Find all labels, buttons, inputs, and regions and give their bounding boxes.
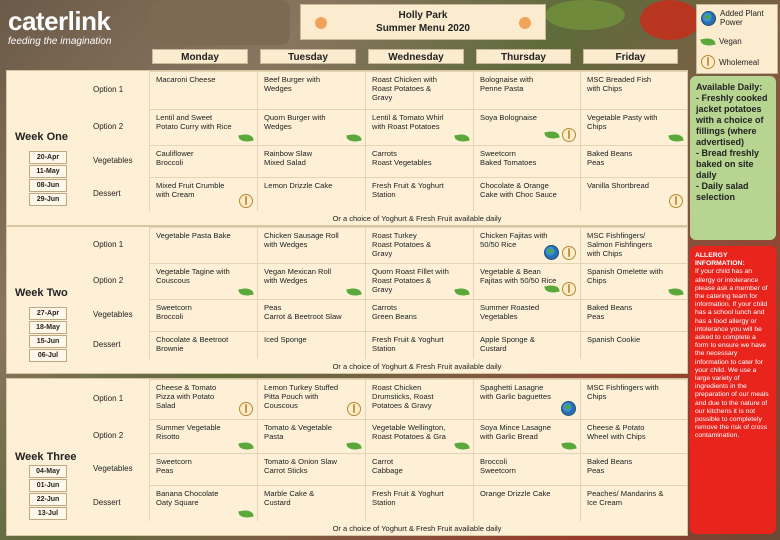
legend-vegan-label: Vegan	[719, 37, 742, 46]
caterlink-logo	[8, 8, 138, 58]
menu-item-text: Tomato & Onion Slaw Carrot Sticks	[264, 457, 338, 475]
menu-item	[365, 177, 473, 211]
globe-icon	[544, 245, 559, 260]
menu-item-text: Baked Beans Peas	[587, 457, 633, 475]
menu-item	[473, 109, 580, 145]
allergy-heading: ALLERGY INFORMATION:	[695, 252, 745, 268]
menu-item-text: Sweetcorn Broccoli	[156, 303, 192, 321]
menu-item	[257, 453, 365, 485]
day-header-thursday: Thursday	[476, 49, 571, 64]
menu-item-text: Broccoli Sweetcorn	[480, 457, 516, 475]
wheat-icon	[562, 246, 576, 260]
menu-item-text: Mixed Fruit Crumble with Cream	[156, 181, 225, 199]
menu-item	[580, 109, 687, 145]
menu-item	[473, 419, 580, 453]
week-name: Week One	[15, 131, 68, 143]
menu-item	[365, 71, 473, 109]
menu-item-text: Lentil and Sweet Potato Curry with Rice	[156, 113, 232, 131]
menu-item-text: Macaroni Cheese	[156, 75, 216, 84]
menu-item-text: Spanish Omelette with Chips	[587, 267, 663, 285]
row-label: Option 1	[93, 394, 124, 403]
leaf-icon	[668, 287, 683, 298]
orange-icon	[519, 17, 531, 29]
week-date: 27-Apr	[29, 307, 67, 320]
row-label: Vegetables	[93, 156, 133, 165]
menu-item	[473, 227, 580, 263]
menu-title-box	[300, 4, 546, 40]
menu-item	[149, 485, 257, 521]
menu-item	[473, 145, 580, 177]
row-label: Option 1	[93, 240, 124, 249]
menu-item-text: Sweetcorn Baked Tomatoes	[480, 149, 537, 167]
day-header-wednesday: Wednesday	[368, 49, 464, 64]
week-date: 18-May	[29, 321, 67, 334]
available-item: - Daily salad selection	[696, 181, 749, 202]
leaf-icon	[346, 441, 361, 452]
wheat-icon	[562, 128, 576, 142]
menu-item-text: Vegetable Tagine with Couscous	[156, 267, 230, 285]
menu-item	[149, 71, 257, 109]
menu-item-text: Carrot Cabbage	[372, 457, 403, 475]
menu-item-text: Fresh Fruit & Yoghurt Station	[372, 181, 444, 199]
menu-item-text: Vegetable Pasta Bake	[156, 231, 231, 240]
day-header-monday: Monday	[152, 49, 248, 64]
menu-item	[365, 145, 473, 177]
week-name: Week Three	[15, 451, 77, 463]
orange-icon	[315, 17, 327, 29]
menu-item	[257, 485, 365, 521]
menu-item	[365, 453, 473, 485]
wheat-icon	[347, 402, 361, 416]
menu-item	[257, 145, 365, 177]
menu-item-text: Summer Vegetable Risotto	[156, 423, 221, 441]
school-name: Holly Park	[398, 10, 448, 21]
week-date: 15-Jun	[29, 335, 67, 348]
menu-item	[149, 145, 257, 177]
menu-item	[365, 331, 473, 359]
menu-item	[257, 177, 365, 211]
row-label: Dessert	[93, 189, 121, 198]
week-footer: Or a choice of Yoghurt & Fresh Fruit available daily	[332, 214, 502, 223]
row-label: Vegetables	[93, 310, 133, 319]
menu-item-text: MSC Fishfingers with Chips	[587, 383, 659, 401]
menu-item-text: Lentil & Tomato Whirl with Roast Potatoes	[372, 113, 444, 131]
menu-item	[365, 299, 473, 331]
menu-item	[473, 379, 580, 419]
menu-item-text: Marble Cake & Custard	[264, 489, 315, 507]
menu-item	[149, 299, 257, 331]
row-label: Dessert	[93, 340, 121, 349]
week-date: 11-May	[29, 165, 67, 178]
menu-item	[580, 263, 687, 299]
leaf-icon	[346, 287, 361, 298]
globe-icon	[701, 11, 716, 26]
menu-item	[580, 453, 687, 485]
row-label: Dessert	[93, 498, 121, 507]
brand-tagline: feeding the imagination	[8, 36, 112, 47]
menu-item	[257, 227, 365, 263]
menu-item-text: Rainbow Slaw Mixed Salad	[264, 149, 313, 167]
menu-item-text: Quorn Roast Fillet with Roast Potatoes & Gravy	[372, 267, 449, 294]
menu-item-text: MSC Breaded Fish with Chips	[587, 75, 652, 93]
leaf-icon	[238, 509, 253, 520]
menu-item-text: Sweetcorn Peas	[156, 457, 192, 475]
menu-item	[580, 331, 687, 359]
menu-item	[365, 485, 473, 521]
leaf-icon	[238, 133, 253, 144]
legend-vegan	[701, 37, 742, 46]
menu-item-text: Vegetable Wellington, Roast Potatoes & Gra	[372, 423, 446, 441]
menu-item-text: Beef Burger with Wedges	[264, 75, 321, 93]
row-label: Option 2	[93, 431, 124, 440]
menu-item-text: Vanilla Shortbread	[587, 181, 649, 190]
legend-plant-label: Added Plant Power	[720, 9, 764, 27]
leaf-icon	[561, 441, 576, 452]
week-dates	[29, 465, 67, 521]
menu-item-text: Fresh Fruit & Yoghurt Station	[372, 489, 444, 507]
menu-item	[365, 263, 473, 299]
menu-item-text: Carrots Roast Vegetables	[372, 149, 432, 167]
menu-item-text: Iced Sponge	[264, 335, 307, 344]
menu-item-text: Cauliflower Broccoli	[156, 149, 194, 167]
menu-item-text: MSC Fishfingers/ Salmon Fishfingers with Chips	[587, 231, 652, 258]
menu-item-text: Peas Carrot & Beetroot Slaw	[264, 303, 342, 321]
menu-item	[473, 331, 580, 359]
menu-item-text: Chocolate & Beetroot Brownie	[156, 335, 229, 353]
menu-item	[149, 263, 257, 299]
week-panel	[6, 226, 688, 374]
menu-item-text: Peaches/ Mandarins & Ice Cream	[587, 489, 664, 507]
available-item: - Bread freshly baked on site daily	[696, 148, 760, 180]
menu-item	[365, 109, 473, 145]
week-date: 08-Jun	[29, 179, 67, 192]
leaf-icon	[668, 133, 683, 144]
leaf-icon	[454, 133, 469, 144]
menu-name: Summer Menu 2020	[376, 23, 470, 34]
globe-icon	[561, 401, 576, 416]
menu-item-text: Chicken Fajitas with 50/50 Rice	[480, 231, 548, 249]
menu-item-text: Tomato & Vegetable Pasta	[264, 423, 332, 441]
menu-item-text: Baked Beans Peas	[587, 149, 633, 167]
menu-item-text: Carrots Green Beans	[372, 303, 417, 321]
wheat-icon	[239, 402, 253, 416]
menu-item	[473, 263, 580, 299]
menu-item	[149, 227, 257, 263]
menu-item-text: Bolognaise with Penne Pasta	[480, 75, 534, 93]
menu-item-text: Quorn Burger with Wedges	[264, 113, 326, 131]
menu-item	[473, 177, 580, 211]
row-label: Option 1	[93, 85, 124, 94]
wheat-icon	[239, 194, 253, 208]
legend-plant	[701, 9, 768, 27]
menu-item-text: Spanish Cookie	[587, 335, 641, 344]
week-date: 04-May	[29, 465, 67, 478]
menu-item-text: Lemon Turkey Stuffed Pitta Pouch with Couscous	[264, 383, 339, 410]
leaf-icon	[238, 441, 253, 452]
week-date: 22-Jun	[29, 493, 67, 506]
week-dates	[29, 151, 67, 207]
menu-item	[365, 419, 473, 453]
menu-item	[257, 263, 365, 299]
week-date: 20-Apr	[29, 151, 67, 164]
menu-item	[257, 419, 365, 453]
menu-item	[580, 177, 687, 211]
menu-item	[149, 453, 257, 485]
row-label: Vegetables	[93, 464, 133, 473]
menu-item	[149, 419, 257, 453]
menu-item	[580, 419, 687, 453]
menu-item-text: Soya Mince Lasagne with Garlic Bread	[480, 423, 551, 441]
menu-item-text: Vegan Mexican Roll with Wedges	[264, 267, 332, 285]
week-date: 13-Jul	[29, 507, 67, 520]
menu-item	[580, 145, 687, 177]
week-footer: Or a choice of Yoghurt & Fresh Fruit available daily	[332, 362, 502, 371]
leaf-icon	[544, 130, 559, 141]
legend-wholemeal-label: Wholemeal	[719, 57, 760, 67]
brand-name: caterlink	[8, 6, 111, 36]
available-heading: Available Daily:	[696, 82, 763, 92]
week-name: Week Two	[15, 287, 68, 299]
week-date: 01-Jun	[29, 479, 67, 492]
menu-item-text: Fresh Fruit & Yoghurt Station	[372, 335, 444, 353]
menu-item-text: Banana Chocolate Oaty Square	[156, 489, 219, 507]
leaf-icon	[544, 284, 559, 295]
menu-item-text: Cheese & Potato Wheel with Chips	[587, 423, 646, 441]
menu-item	[473, 299, 580, 331]
week-dates	[29, 307, 67, 363]
menu-item	[473, 485, 580, 521]
menu-item	[365, 379, 473, 419]
menu-item	[257, 331, 365, 359]
wheat-icon	[669, 194, 683, 208]
day-header-tuesday: Tuesday	[260, 49, 356, 64]
menu-item-text: Chicken Sausage Roll with Wedges	[264, 231, 339, 249]
menu-item	[473, 71, 580, 109]
board-decoration	[150, 0, 290, 45]
wheat-icon	[562, 282, 576, 296]
week-panel	[6, 378, 688, 536]
legend	[696, 4, 778, 74]
menu-item-text: Orange Drizzle Cake	[480, 489, 551, 498]
menu-item	[149, 109, 257, 145]
menu-item	[580, 379, 687, 419]
menu-item	[257, 299, 365, 331]
day-header-friday: Friday	[583, 49, 678, 64]
row-label: Option 2	[93, 276, 124, 285]
week-date: 29-Jun	[29, 193, 67, 206]
leaf-icon	[700, 36, 715, 47]
leaf-icon	[454, 441, 469, 452]
leaf-icon	[454, 287, 469, 298]
menu-item	[149, 177, 257, 211]
menu-item	[580, 71, 687, 109]
menu-item-text: Chocolate & Orange Cake with Choc Sauce	[480, 181, 557, 199]
menu-item	[365, 227, 473, 263]
menu-item-text: Vegetable & Bean Fajitas with 50/50 Rice	[480, 267, 557, 285]
week-footer: Or a choice of Yoghurt & Fresh Fruit available daily	[332, 524, 502, 533]
row-label: Option 2	[93, 122, 124, 131]
menu-item-text: Roast Chicken with Roast Potatoes & Gravy	[372, 75, 437, 102]
allergy-body: If your child has an allergy or intolerance please ask a member of the catering team for information. If your child has a school lunch and has a food allergy or intolerance you will be asked to complete a form to ensure we have the necessary information to cater for your child. We use a large variety of ingredients in the preparation of our meals and due to the nature of our kitchens it is not possible to completely remove the risk of cross contamination.	[695, 268, 769, 440]
menu-item	[149, 379, 257, 419]
legend-wholemeal	[701, 55, 759, 69]
menu-item	[149, 331, 257, 359]
menu-item-text: Summer Roasted Vegetables	[480, 303, 540, 321]
menu-item	[257, 379, 365, 419]
menu-item-text: Lemon Drizzle Cake	[264, 181, 333, 190]
menu-item-text: Baked Beans Peas	[587, 303, 633, 321]
menu-item	[580, 299, 687, 331]
available-daily-panel	[690, 76, 776, 240]
leaf-icon	[346, 133, 361, 144]
week-date: 06-Jul	[29, 349, 67, 362]
menu-item	[580, 485, 687, 521]
menu-item	[580, 227, 687, 263]
menu-item	[257, 71, 365, 109]
menu-item	[473, 453, 580, 485]
menu-item-text: Vegetable Pasty with Chips	[587, 113, 658, 131]
pepper-decoration	[640, 0, 700, 40]
wheat-icon	[701, 55, 715, 69]
available-item: - Freshly cooked jacket potatoes with a choice of fillings (where advertised)	[696, 93, 768, 147]
menu-item	[257, 109, 365, 145]
menu-item-text: Apple Sponge & Custard	[480, 335, 535, 353]
menu-item-text: Cheese & Tomato Pizza with Potato Salad	[156, 383, 217, 410]
menu-item-text: Soya Bolognaise	[480, 113, 537, 122]
menu-item-text: Spaghetti Lasagne with Garlic baguettes	[480, 383, 551, 401]
herb-decoration	[545, 0, 625, 30]
week-panel	[6, 70, 688, 226]
leaf-icon	[238, 287, 253, 298]
allergy-panel	[690, 246, 776, 534]
menu-item-text: Roast Turkey Roast Potatoes & Gravy	[372, 231, 432, 258]
menu-item-text: Roast Chicken Drumsticks, Roast Potatoes & Gravy	[372, 383, 434, 410]
